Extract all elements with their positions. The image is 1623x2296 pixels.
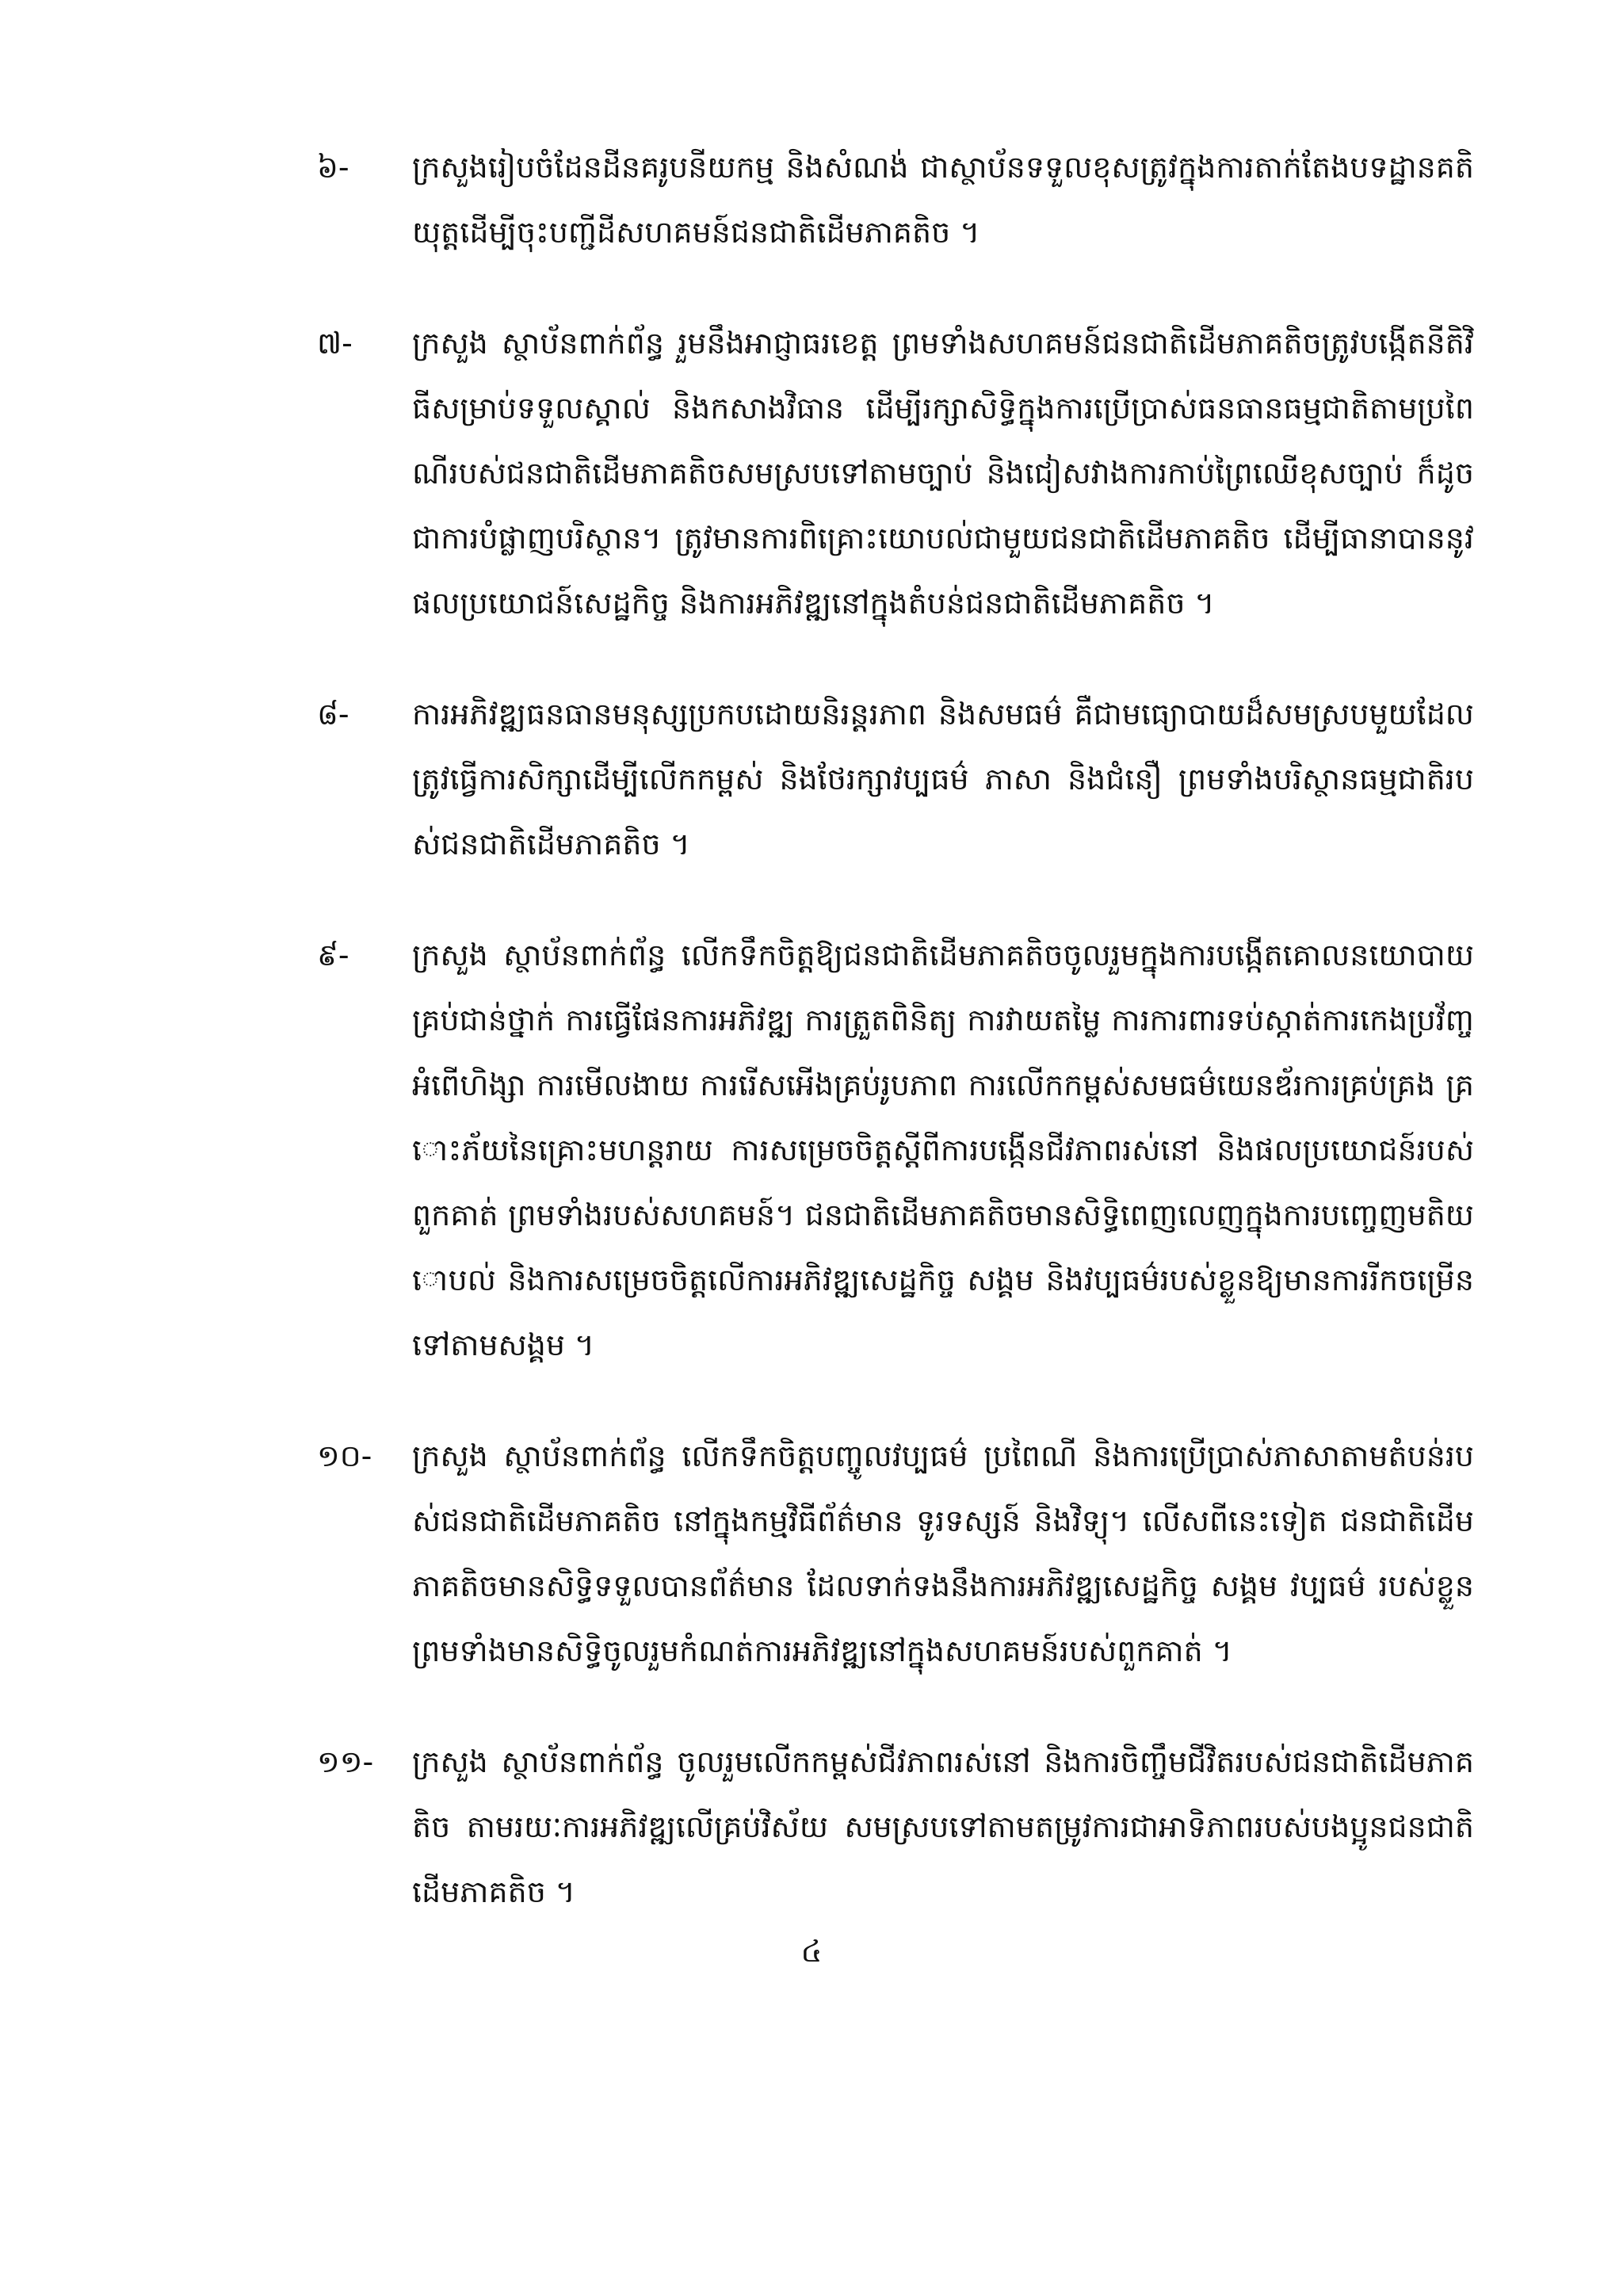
- item-number: ១០-: [317, 1438, 372, 1473]
- item-text: ក្រសួង ស្ថាប័នពាក់ព័ន្ធ លើកទឹកចិត្តបញ្ចូលវប្បធម៌ ប្រពៃណី និងការប្រើប្រាស់ភាសាតាមតំបន់របស់ជនជាតិដើមភាគតិច នៅក្នុងកម្មវិធីព័ត៌មាន ទូរទស្សន៍ និងវិទ្យុ។ លើសពីនេះទៀត ជនជាតិដើមភាគតិចមានសិទ្ធិទទួលបានព័ត៌មាន ដែលទាក់ទងនឹងការអភិវឌ្ឍសេដ្ឋកិច្ច សង្គម វប្បធម៌ របស់ខ្លួនព្រមទាំងមានសិទ្ធិចូលរួមកំណត់ការអភិវឌ្ឍនៅក្នុងសហគមន៍របស់ពួកគាត់ ។: [412, 1438, 1474, 1668]
- item-text: ក្រសួង ស្ថាប័នពាក់ព័ន្ធ រួមនឹងអាជ្ញាធរខេត្ត ព្រមទាំងសហគមន៍ជនជាតិដើមភាគតិចត្រូវបង្កើតនីតិវិធីសម្រាប់ទទួលស្គាល់ និងកសាងវិធាន ដើម្បីរក្សាសិទ្ធិក្នុងការប្រើប្រាស់ធនធានធម្មជាតិតាមប្រពៃណីរបស់ជនជាតិដើមភាគតិចសមស្របទៅតាមច្បាប់ និងជៀសវាងការកាប់ព្រៃឈើខុសច្បាប់ ក៏ដូចជាការបំផ្លាញបរិស្ថាន។ ត្រូវមានការពិគ្រោះយោបល់ជាមួយជនជាតិដើមភាគតិច ដើម្បីធានាបាននូវផលប្រយោជន៍សេដ្ឋកិច្ច និងការអភិវឌ្ឍនៅក្នុងតំបន់ជនជាតិដើមភាគតិច ។: [412, 326, 1474, 621]
- item-number: ៧-: [317, 326, 353, 361]
- item-number: ៨-: [317, 697, 349, 732]
- page-number: ៤: [800, 1934, 823, 1969]
- list-item-6: [317, 135, 1474, 265]
- list-item-9: [317, 923, 1474, 1377]
- numbered-list: [317, 135, 1474, 1970]
- list-item-11: [317, 1729, 1474, 1924]
- item-number: ៦-: [317, 150, 349, 185]
- list-item-10: [317, 1423, 1474, 1683]
- item-text: ក្រសួងរៀបចំដែនដីនគរូបនីយកម្ម និងសំណង់ ជាស្ថាប័នទទួលខុសត្រូវក្នុងការតាក់តែងបទដ្ឋានគតិយុត្តដើម្បីចុះបញ្ជីដីសហគមន៍ជនជាតិដើមភាគតិច ។: [412, 150, 1474, 250]
- item-number: ១១-: [317, 1744, 374, 1779]
- list-item-7: [317, 311, 1474, 636]
- item-number: ៩-: [317, 938, 349, 972]
- item-text: ក្រសួង ស្ថាប័នពាក់ព័ន្ធ លើកទឹកចិត្តឱ្យជនជាតិដើមភាគតិចចូលរួមក្នុងការបង្កើតគោលនយោបាយគ្រប់ជាន់ថ្នាក់ ការធ្វើផែនការអភិវឌ្ឍ ការត្រួតពិនិត្យ ការវាយតម្លៃ ការការពារទប់ស្កាត់ការកេងប្រវ័ញ្ច អំពើហិង្សា ការមើលងាយ ការរើសអើងគ្រប់រូបភាព ការលើកកម្ពស់សមធម៌យេនឌ័រការគ្រប់គ្រង គ្រោះភ័យនៃគ្រោះមហន្តរាយ ការសម្រេចចិត្តស្តីពីការបង្កើនជីវភាពរស់នៅ និងផលប្រយោជន៍របស់ពួកគាត់ ព្រមទាំងរបស់សហគមន៍។ ជនជាតិដើមភាគតិចមានសិទ្ធិពេញលេញក្នុងការបញ្ចេញមតិយោបល់ និងការសម្រេចចិត្តលើការអភិវឌ្ឍសេដ្ឋកិច្ច សង្គម និងវប្បធម៌របស់ខ្លួនឱ្យមានការរីកចម្រើនទៅតាមសង្គម ។: [412, 938, 1474, 1362]
- item-text: ការអភិវឌ្ឍធនធានមនុស្សប្រកបដោយនិរន្តរភាព និងសមធម៌ គឺជាមធ្យោបាយដ៏សមស្របមួយដែលត្រូវធ្វើការសិក្សាដើម្បីលើកកម្ពស់ និងថែរក្សាវប្បធម៌ ភាសា និងជំនឿ ព្រមទាំងបរិស្ថានធម្មជាតិរបស់ជនជាតិដើមភាគតិច ។: [412, 697, 1474, 861]
- list-item-8: [317, 682, 1474, 877]
- item-text: ក្រសួង ស្ថាប័នពាក់ព័ន្ធ ចូលរួមលើកកម្ពស់ជីវភាពរស់នៅ និងការចិញ្ចឹមជីវិតរបស់ជនជាតិដើមភាគតិច តាមរយៈការអភិវឌ្ឍលើគ្រប់វិស័យ សមស្របទៅតាមតម្រូវការជាអាទិភាពរបស់បងប្អូនជនជាតិដើមភាគតិច ។: [412, 1744, 1474, 1909]
